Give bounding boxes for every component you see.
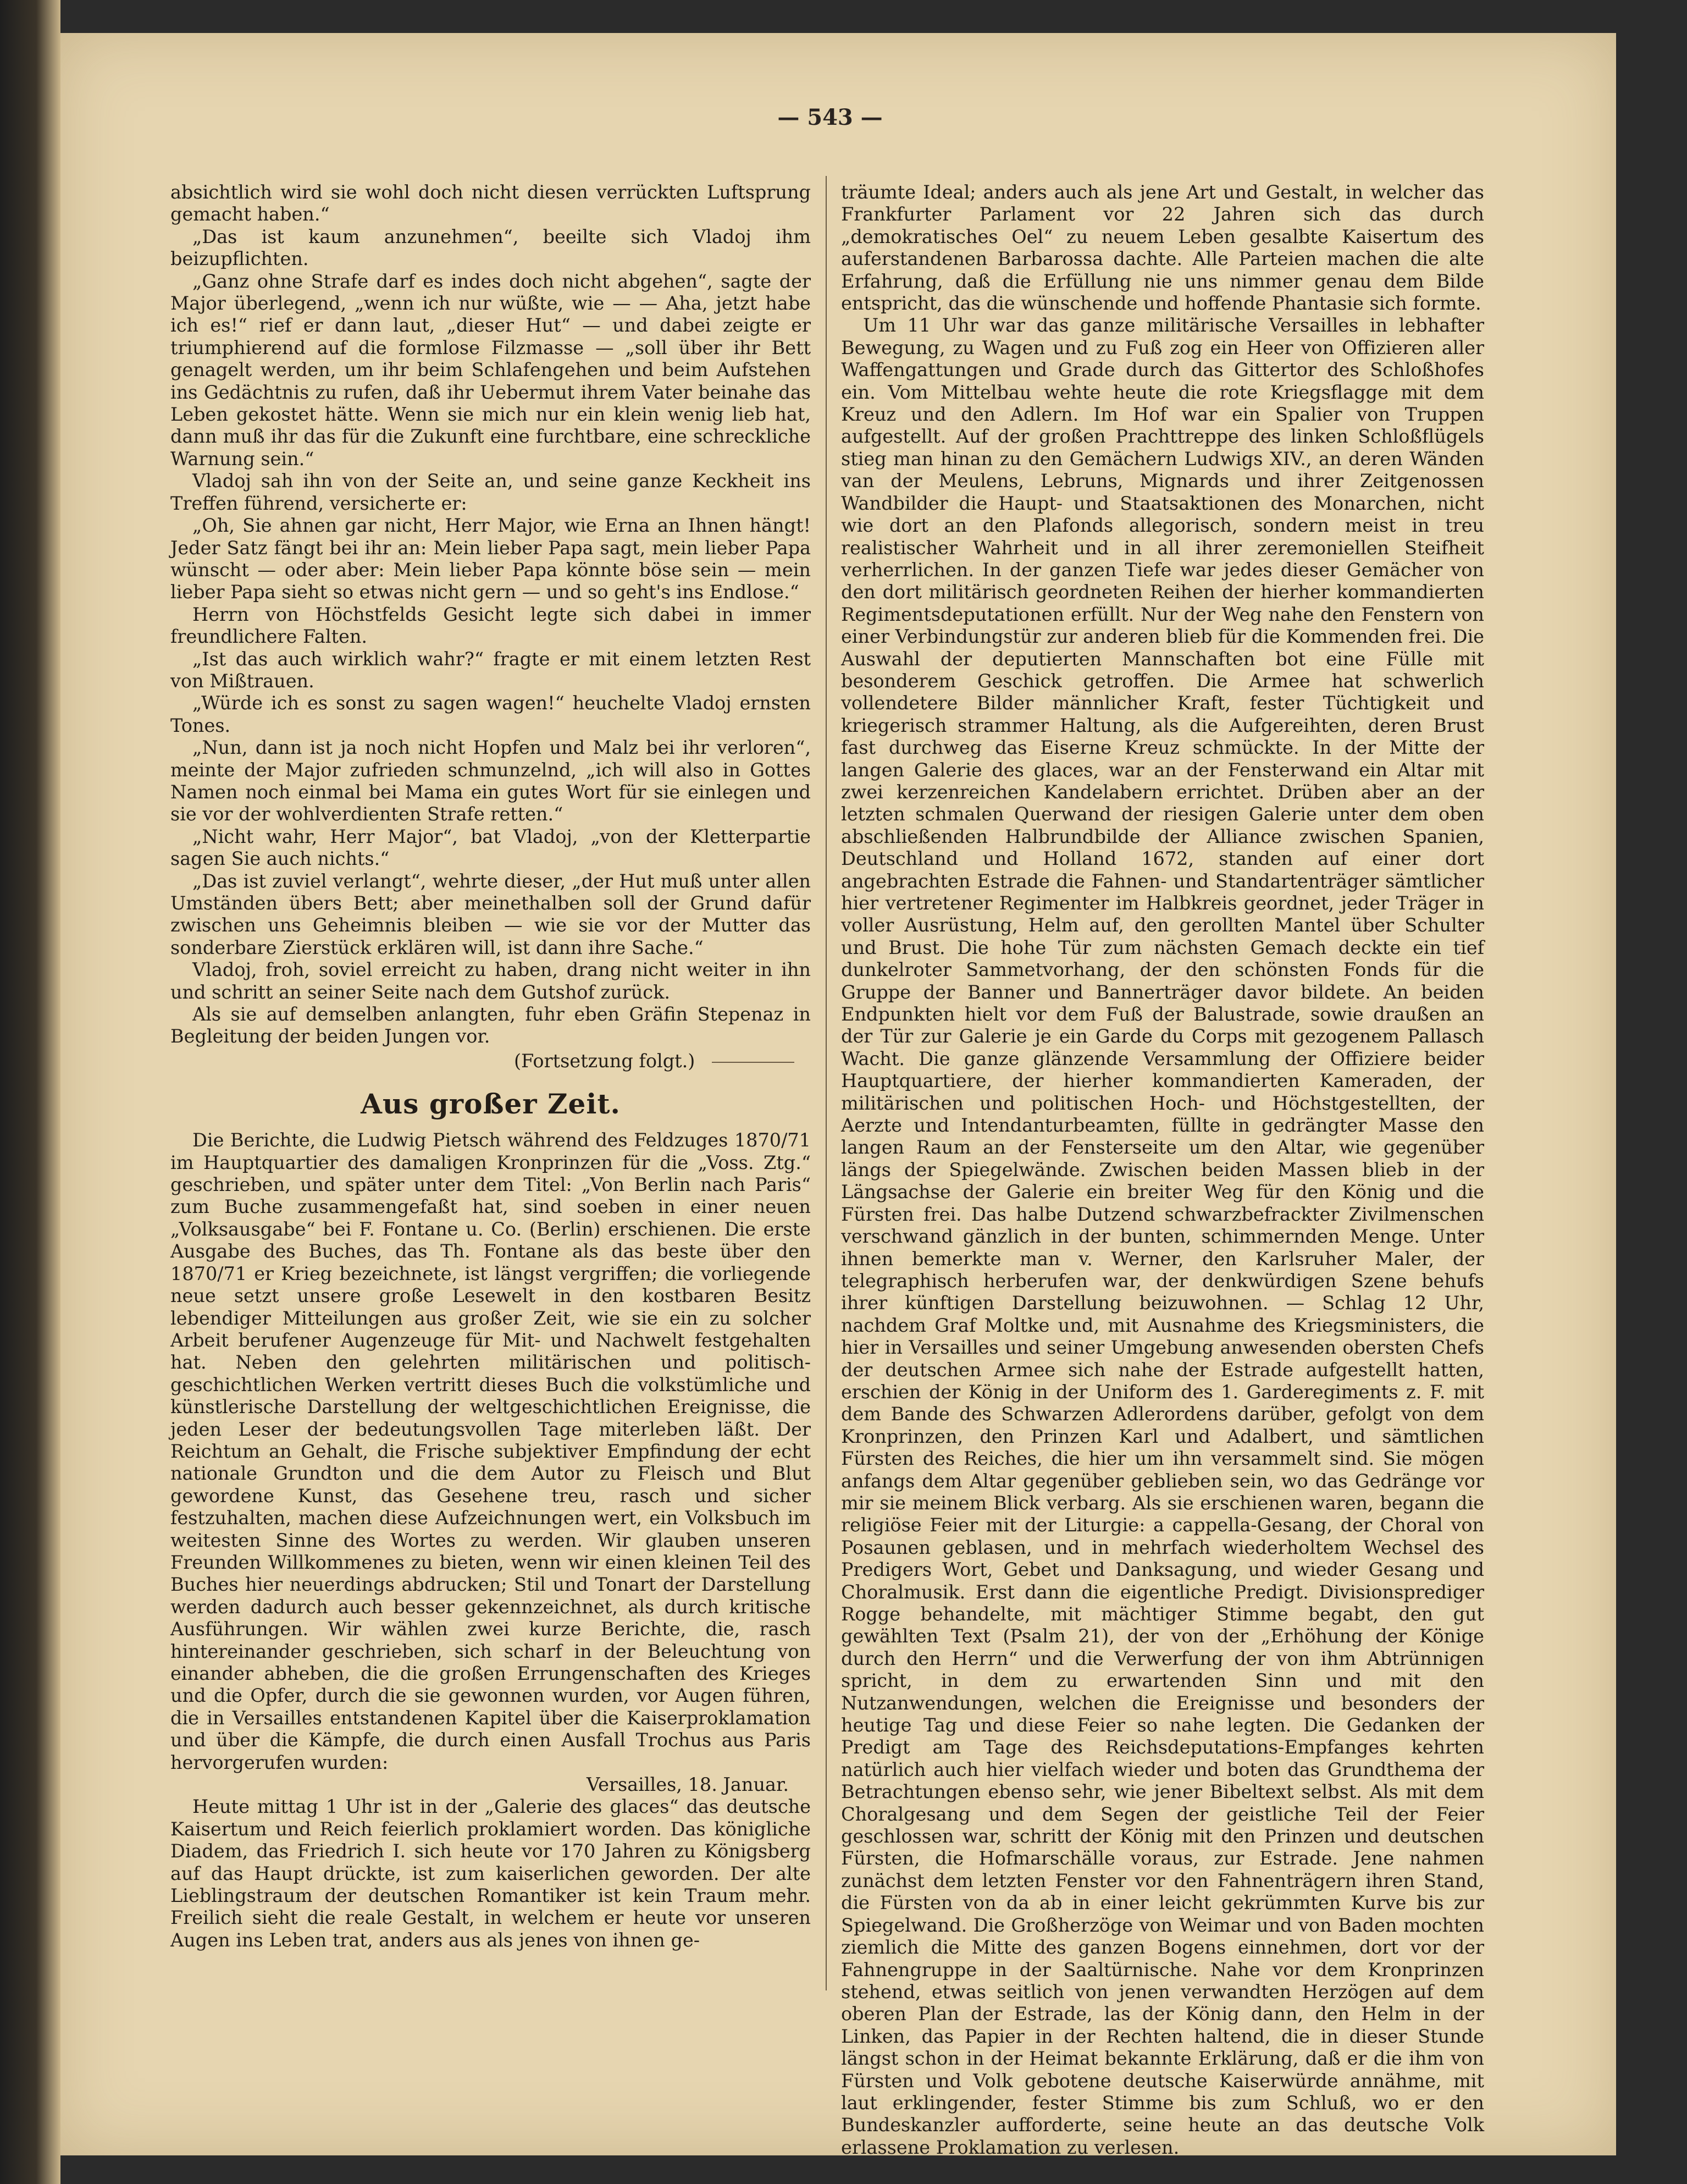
story-paragraph: „Das ist kaum anzunehmen“, beeilte sich Vladoj ihm beizupflichten. <box>170 225 811 270</box>
report-body <box>170 1796 811 1951</box>
continued-note-text: (Fortsetzung folgt.) <box>513 1050 695 1072</box>
dateline: Versailles, 18. Januar. <box>586 1774 789 1796</box>
story-paragraph: „Oh, Sie ahnen gar nicht, Herr Major, wie Erna an Ihnen hängt! Jeder Satz fängt bei ihr an: Mein lieber Papa sagt, mein lieber Papa wünscht — oder aber: Mein lieber Papa könnte böse sein — mein lieber Papa sieht so etwas nicht gern — und so geht's ins Endlose.“ <box>170 515 811 603</box>
story-paragraph: „Würde ich es sonst zu sagen wagen!“ heuchelte Vladoj ernsten Tones. <box>170 692 811 736</box>
flourish-divider <box>712 1062 794 1063</box>
book-spine-shadow <box>0 0 60 2184</box>
left-column <box>170 181 811 1951</box>
article-title: Aus großer Zeit. <box>361 1088 621 1121</box>
story-paragraph: „Das ist zuviel verlangt“, wehrte dieser, „der Hut muß unter allen Umständen übers Bett; aber meinethalben soll der Grund dafür zwischen uns Geheimnis bleiben — wie sie vor der Mutter das sonderbare Zierstück erklären will, ist dann ihre Sache.“ <box>170 870 811 958</box>
story-paragraph: „Ist das auch wirklich wahr?“ fragte er mit einem letzten Rest von Mißtrauen. <box>170 648 811 692</box>
story-paragraph: Als sie auf demselben anlangten, fuhr eben Gräfin Stepenaz in Begleitung der beiden Jungen vor. <box>170 1003 811 1047</box>
report-paragraph: Heute mittag 1 Uhr ist in der „Galerie des glaces“ das deutsche Kaisertum und Reich feierlich proklamiert worden. Das königliche Diadem, das Friedrich I. sich heute vor 170 Jahren zu Königsberg auf das Haupt drückte, ist zum kaiserlichen geworden. Der alte Lieblingstraum der deutschen Romantiker ist kein Traum mehr. Freilich sieht die reale Gestalt, in welchem er heute vor unseren Augen ins Leben trat, anders aus als jenes von ihnen ge- <box>170 1796 811 1951</box>
story-paragraph: „Ganz ohne Strafe darf es indes doch nicht abgehen“, sagte der Major überlegend, „wenn ich nur wüßte, wie — — Aha, jetzt habe ich es!“ rief er dann laut, „dieser Hut“ — und dabei zeigte er triumphierend auf die formlose Filzmasse — „soll über ihr Bett genagelt werden, um ihr beim Schlafengehen und beim Aufstehen ins Gedächtnis zu rufen, daß ihr Uebermut ihrem Vater beinahe das Leben gekostet hätte. Wenn sie mich nur ein klein wenig lieb hat, dann muß ihr das für die Zukunft eine furchtbare, eine schreckliche Warnung sein.“ <box>170 270 811 470</box>
continued-note <box>170 1050 794 1072</box>
serial-story <box>170 181 811 1072</box>
story-paragraph: „Nicht wahr, Herr Major“, bat Vladoj, „von der Kletterpartie sagen Sie auch nichts.“ <box>170 825 811 870</box>
article-paragraph: Die Berichte, die Ludwig Pietsch während des Feldzuges 1870/71 im Hauptquartier des damaligen Kronprinzen für die „Voss. Ztg.“ geschrieben, und später unter dem Titel: „Von Berlin nach Paris“ zum Buche zusammengefaßt hat, sind soeben in einer neuen „Volksausgabe“ bei F. Fontane u. Co. (Berlin) erschienen. Die erste Ausgabe des Buches, das Th. Fontane als das beste über den 1870/71 er Krieg bezeichnete, ist längst vergriffen; die vorliegende neue setzt unsere große Lesewelt in den kostbaren Besitz lebendiger Mitteilungen aus großer Zeit, wie sie ein zu solcher Arbeit berufener Augenzeuge für Mit- und Nachwelt festgehalten hat. Neben den gelehrten militärischen und politisch-geschichtlichen Werken vertritt dieses Buch die volkstümliche und künstlerische Darstellung der weltgeschichtlichen Ereignisse, die jeden Leser der bedeutungsvollen Tage miterleben läßt. Der Reichtum an Gehalt, die Frische subjektiver Empfindung der echt nationale Grundton und die dem Autor zu Fleisch und Blut gewordene Kunst, das Gesehene treu, rasch und sicher festzuhalten, machen diese Aufzeichnungen wert, ein Volksbuch im weitesten Sinne des Wortes zu werden. Wir glauben unseren Freunden Willkommenes zu bieten, wenn wir einen kleinen Teil des Buches hier neuerdings abdrucken; Stil und Tonart der Darstellung werden dadurch auch besser gekennzeichnet, als durch kritische Ausführungen. Wir wählen zwei kurze Berichte, die, rasch hintereinander geschrieben, sich scharf in der Beleuchtung von einander abheben, die die großen Errungenschaften des Krieges und die Opfer, durch die sie gewonnen wurden, vor Augen führen, die in Versailles entstandenen Kapitel über die Kaiserproklamation und über die Kämpfe, die durch einen Ausfall Trochus aus Paris hervorgerufen wurden: <box>170 1129 811 1773</box>
report-paragraph: Um 11 Uhr war das ganze militärische Versailles in lebhafter Bewegung, zu Wagen und zu Fuß zog ein Heer von Offizieren aller Waffengattungen und Grade durch das Gittertor des Schloßhofes ein. Vom Mittelbau wehte heute die rote Kriegsflagge mit dem Kreuz und den Adlern. Im Hof war ein Spalier von Truppen aufgestellt. Auf der großen Prachttreppe des linken Schloßflügels stieg man hinan zu den Gemächern Ludwigs XIV., an deren Wänden van der Meulens, Lebruns, Mignards und ihrer Zeitgenossen Wandbilder die Haupt- und Staatsaktionen des Monarchen, nicht wie dort an den Plafonds allegorisch, sondern meist in treu realistischer Wahrheit und in all ihrer zeremoniellen Steifheit verherrlichen. In der ganzen Tiefe war jedes dieser Gemächer von den dort militärisch geordneten Reihen der hierher kommandierten Regimentsdeputationen erfüllt. Nur der Weg nahe den Fenstern von einer Verbindungstür zur anderen blieb für die Kommenden frei. Die Auswahl der deputierten Mannschaften bot eine Fülle mit besonderem Geschick getroffen. Die Armee hat schwerlich vollendetere Bilder männlicher Kraft, fester Tüchtigkeit und kriegerisch strammer Haltung, als die Aufgereihten, deren Brust fast durchweg das Eiserne Kreuz schmückte. In der Mitte der langen Galerie des glaces, war an der Fensterwand ein Altar mit zwei kerzenreichen Kandelabern errichtet. Drüben aber an der letzten schmalen Querwand der riesigen Galerie unter dem oben abschließenden Halbrundbilde der Alliance zwischen Spanien, Deutschland und Holland 1672, standen auf einer dort angebrachten Estrade die Fahnen- und Standartenträger sämtlicher hier vertretener Regimenter im Halbkreis geordnet, jeder Träger in voller Ausrüstung, Helm auf, den gerollten Mantel über Schulter und Brust. Die hohe Tür zum nächsten Gemach deckte ein tief dunkelroter Sammetvorhang, der den schönsten Fonds für die Gruppe der Banner und Bannerträger davor bildete. An beiden Endpunkten hielt vor dem Fuß der Balustrade, sowie draußen an der Tür zur Galerie je ein Garde du Corps mit gezogenem Pallasch Wacht. Die ganze glänzende Versammlung der Offiziere beider Hauptquartiere, der hierher kommandierten Kameraden, der militärischen und politischen Hoch- und Höchstgestellten, der Aerzte und Intendanturbeamten, füllte in gedrängter Masse den langen Raum an der Fensterseite um den Altar, wie gegenüber längs der Spiegelwände. Zwischen beiden Massen blieb in der Längsachse der Galerie ein breiter Weg für den König und die Fürsten frei. Das halbe Dutzend schwarzbefrackter Zivilmenschen verschwand gänzlich in der bunten, schimmernden Menge. Unter ihnen bemerkte man v. Werner, den Karlsruher Maler, der telegraphisch herberufen war, der denkwürdigen Szene behufs ihrer künftigen Darstellung beizuwohnen. — Schlag 12 Uhr, nachdem Graf Moltke und, mit Ausnahme des Kriegsministers, die hier in Versailles und seiner Umgebung anwesenden obersten Chefs der deutschen Armee sich nahe der Estrade aufgestellt hatten, erschien der König in der Uniform des 1. Garderegiments z. F. mit dem Bande des Schwarzen Adlerordens darüber, gefolgt von dem Kronprinzen, den Prinzen Karl und Adalbert, und sämtlichen Fürsten des Reiches, die hier um ihn versammelt sind. Sie mögen anfangs dem Altar gegenüber geblieben sein, wo das Gedränge vor mir sie meinem Blick verbarg. Als sie erschienen waren, begann die religiöse Feier mit der Liturgie: a cappella-Gesang, der Choral von Posaunen geblasen, und in mehrfach wiederholtem Wechsel des Predigers Wort, Gebet und Danksagung, und wieder Gesang und Choralmusik. Erst dann die eigentliche Predigt. Divisionsprediger Rogge behandelte, mit mächtiger Stimme begabt, den gut gewählten Text (Psalm 21), der von der „Erhöhung der Könige durch den Herrn“ und die Verwerfung der von ihm Abtrünnigen spricht, in dem zu erwartenden Sinn und mit den Nutzanwendungen, welchen die Ereignisse und besonders der heutige Tag und diese Feier so nahe legten. Die Gedanken der Predigt am Tage des Reichsdeputations-Empfanges kehrten natürlich auch hier vielfach wieder und boten das Grundthema der Betrachtungen ebenso sehr, wie jener Bibeltext selbst. Als mit dem Choralgesang und dem Segen der geistliche Teil der Feier geschlossen war, schritt der König mit den Prinzen und deutschen Fürsten, die Hofmarschälle voraus, zur Estrade. Jene nahmen zunächst dem letzten Fenster vor den Fahnenträgern ihren Stand, die Fürsten von da ab in einer leicht gekrümmten Kurve bis zur Spiegelwand. Die Großherzöge von Weimar und von Baden mochten ziemlich die Mitte des ganzen Bogens einnehmen, dort vor der Fahnengruppe in der Saaltürnische. Nahe vor dem Kronprinzen stehend, etwas seitlich von jenen verwandten Herzögen auf dem oberen Plan der Estrade, las der König dann, den Helm in der Linken, das Papier in der Rechten haltend, die in dieser Stunde längst schon in der Heimat bekannte Erklärung, daß er die ihm von Fürsten und Volk gebotene deutsche Kaiserwürde annähme, mit laut erklingender, fester Stimme bis zum Schluß, wo er den Bundeskanzler aufforderte, seine heute an das deutsche Volk erlassene Proklamation zu verlesen. <box>841 315 1484 2158</box>
right-column <box>841 181 1484 2159</box>
page-number: — 543 — <box>777 104 883 130</box>
column-divider <box>826 176 827 1990</box>
story-paragraph: „Nun, dann ist ja noch nicht Hopfen und Malz bei ihr verloren“, meinte der Major zufrieden schmunzelnd, „ich will also in Gottes Namen noch einmal bei Mama ein gutes Wort für sie einlegen und sie vor der wohlverdienten Strafe retten.“ <box>170 737 811 825</box>
story-paragraph: Herrn von Höchstfelds Gesicht legte sich dabei in immer freundlichere Falten. <box>170 603 811 648</box>
story-paragraph: Vladoj sah ihn von der Seite an, und seine ganze Keckheit ins Treffen führend, versicherte er: <box>170 470 811 514</box>
report-paragraph: träumte Ideal; anders auch als jene Art und Gestalt, in welcher das Frankfurter Parlament vor 22 Jahren sich das durch „demokratisches Oel“ zu neuem Leben gesalbte Kaisertum des auferstandenen Barbarossa dachte. Alle Parteien machen die alte Erfahrung, daß die Erfüllung nie uns nimmer genau dem Bilde entspricht, das die wünschende und hoffende Phantasie sich formte. <box>841 181 1484 315</box>
article-intro <box>170 1129 811 1774</box>
story-paragraph: Vladoj, froh, soviel erreicht zu haben, drang nicht weiter in ihn und schritt an seiner Seite nach dem Gutshof zurück. <box>170 959 811 1003</box>
story-paragraph: absichtlich wird sie wohl doch nicht diesen verrückten Luftsprung gemacht haben.“ <box>170 181 811 225</box>
